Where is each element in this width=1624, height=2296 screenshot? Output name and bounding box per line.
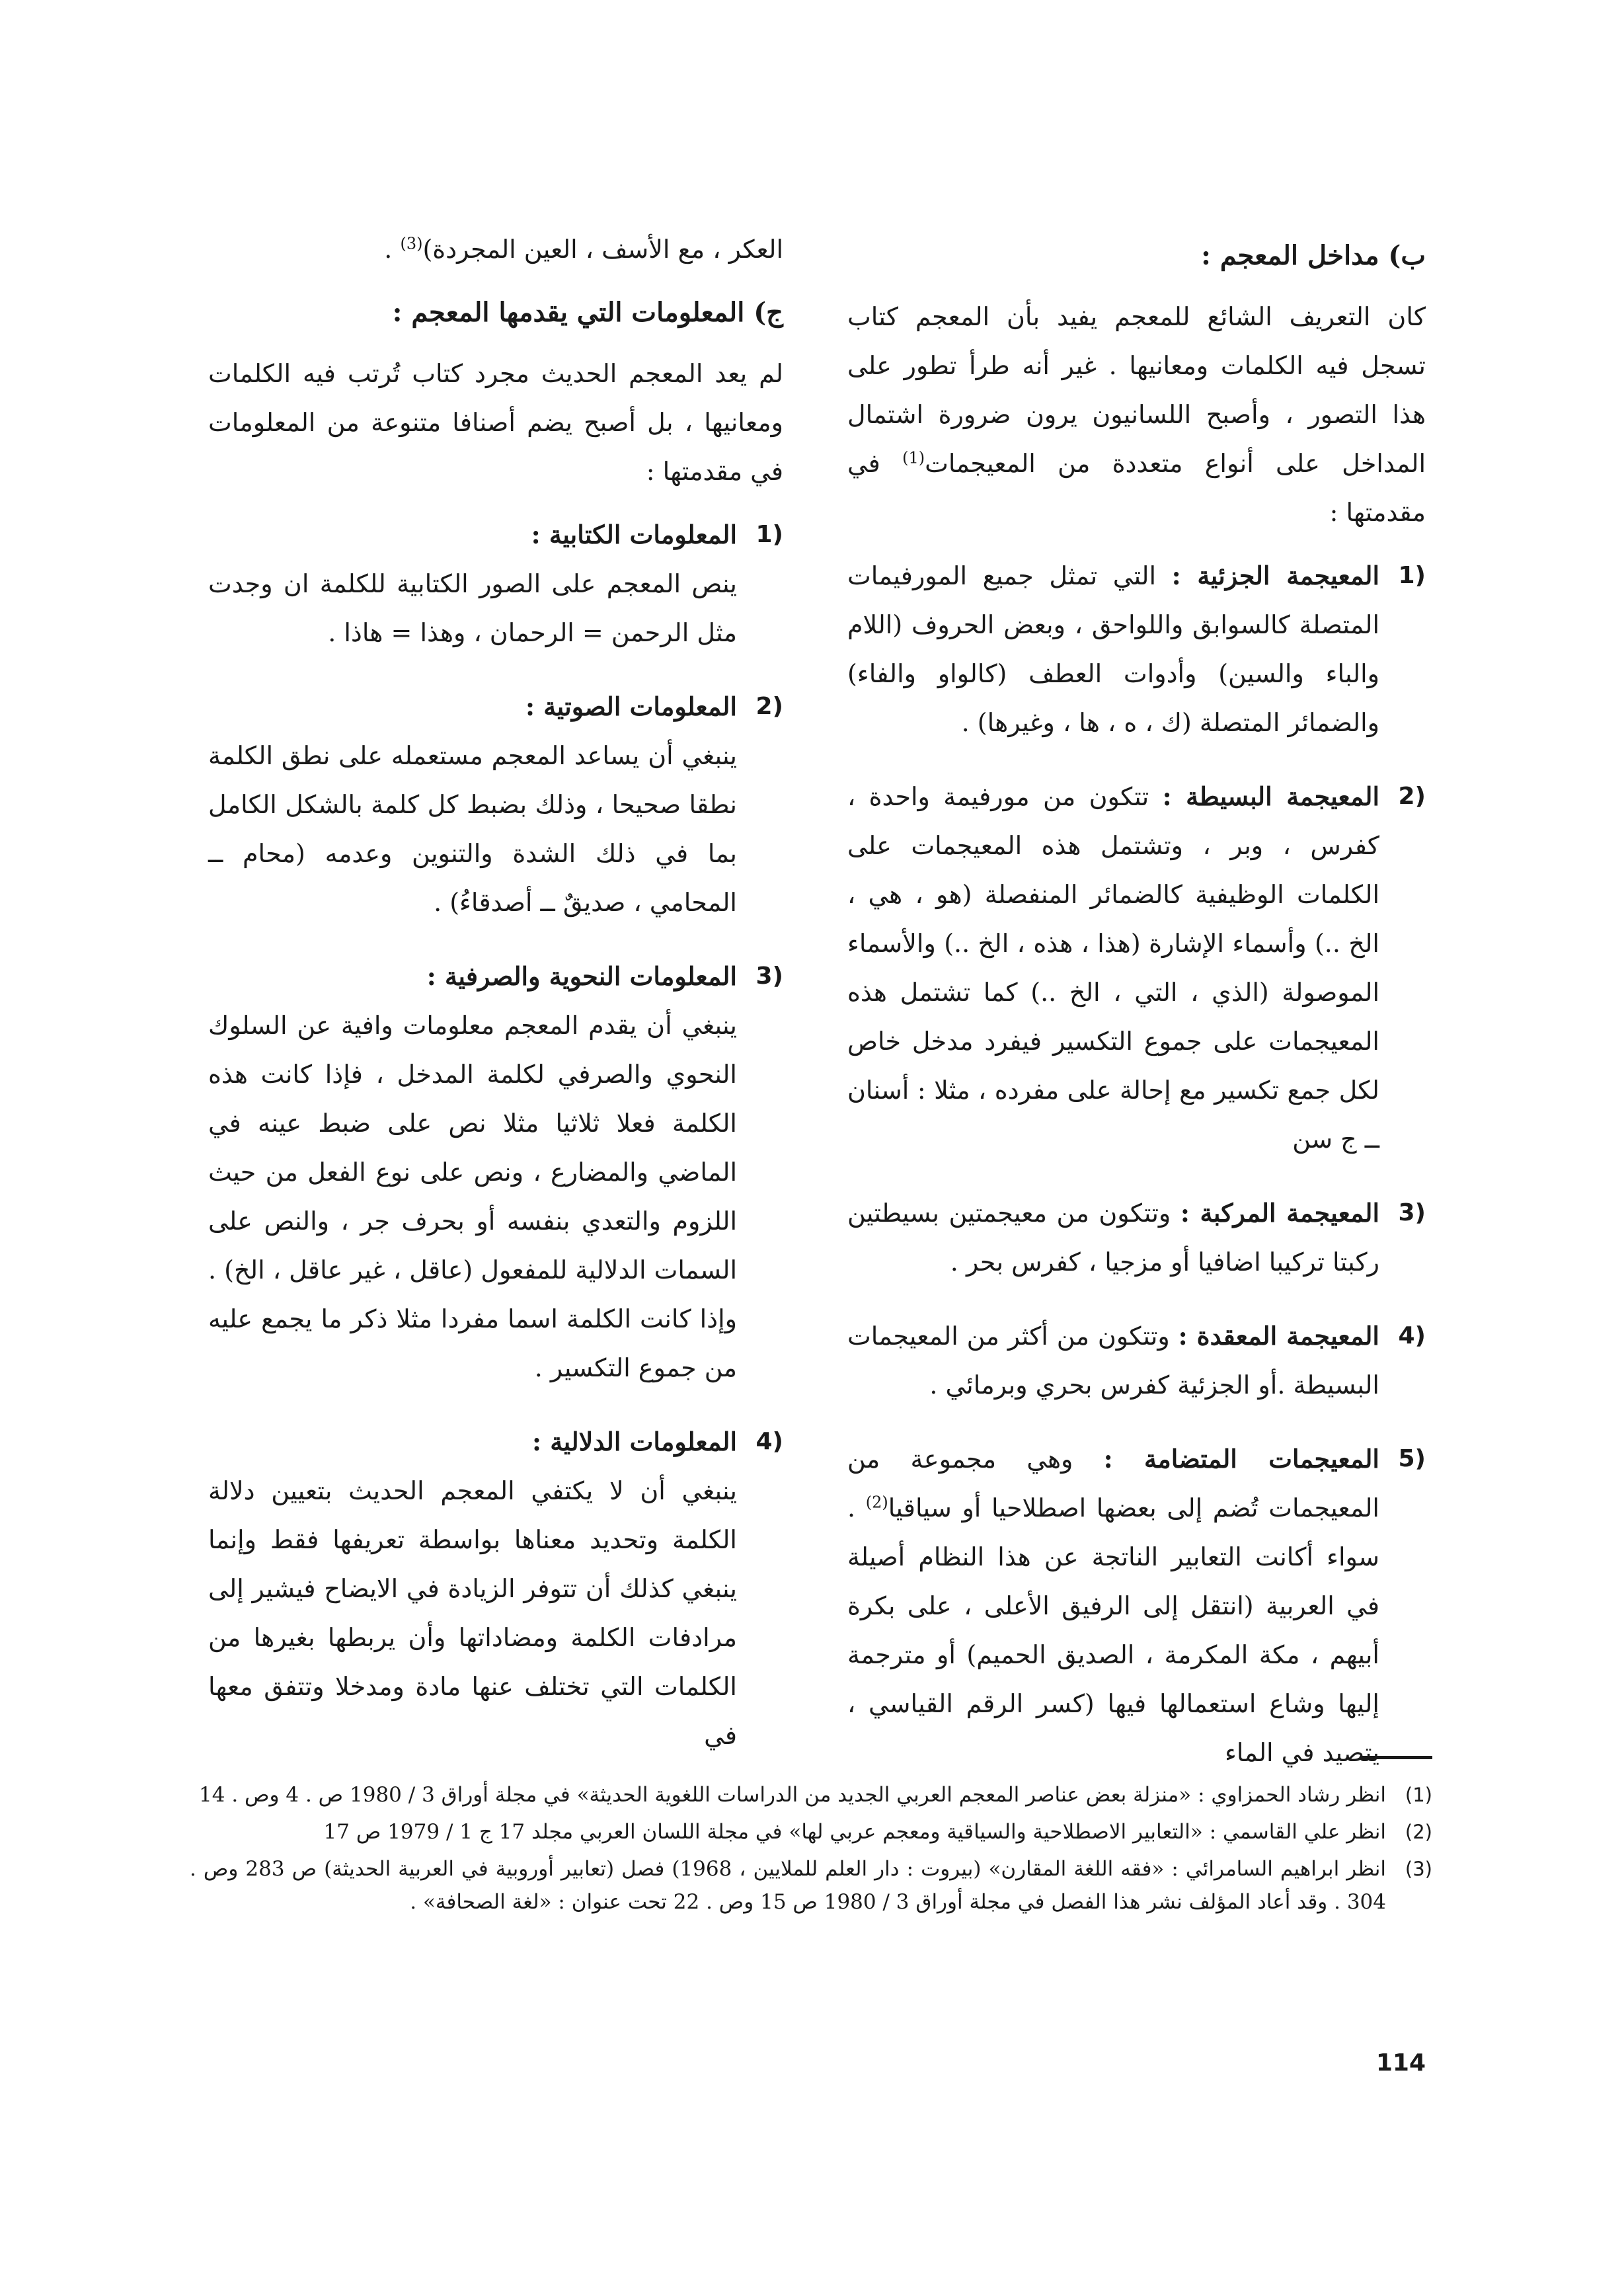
left-column — [208, 225, 783, 1785]
footnote-ref-3: (3) — [400, 234, 423, 253]
right-column — [847, 231, 1426, 1802]
item-number: 2) — [1398, 783, 1426, 810]
item-term: المعيجمة المعقدة : — [1178, 1321, 1379, 1351]
footnote-text: انظر ابراهيم السامرائي : «فقه اللغة المقارن» (بيروت : دار العلم للملايين ، 1968) فصل (تعابير أوروبية في العربية الحديثة) ص 283 وص . 304 . وقد أعاد المؤلف نشر هذا الفصل في مجلة أوراق 3 / 1980 ص 15 وص . 22 تحت عنوان : «لغة الصحافة» . — [190, 1857, 1386, 1914]
item-number: 1) — [755, 521, 783, 548]
entry-type-item — [847, 551, 1426, 747]
item-text-continued: . سواء أكانت التعابير الناتجة عن هذا النظام أصيلة في العربية (انتقل إلى الرفيق الأعلى ، على بكرة أبيهم ، مكة المكرمة ، الصديق الحميم) أو مترجمة إليها وشاع استعمالها فيها (كسر الرقم القياسي ، يتصيد في الماء — [847, 1493, 1379, 1767]
footnotes — [190, 1778, 1432, 1922]
item-text: تتكون من مورفيمة واحدة ، كفرس ، وبر ، وتشتمل هذه المعيجمات على الكلمات الوظيفية كالضمائر المنفصلة (هو ، هي ، الخ ..) وأسماء الإشارة (هذا ، هذه ، الخ ..) والأسماء الموصولة (الذي ، التي ، الخ ..) كما تشتمل هذه المعيجمات على جموع التكسير فيفرد مدخل خاص لكل جمع تكسير مع إحالة على مفرده ، مثلا : أسنان ــ ج سن — [847, 782, 1379, 1154]
item-heading: المعلومات الصوتية : — [525, 692, 737, 721]
footnote-number: (1) — [1405, 1784, 1432, 1806]
entry-type-item — [847, 1435, 1426, 1777]
entry-type-item — [847, 772, 1426, 1164]
item-term: المعيجمة المركبة : — [1180, 1198, 1380, 1228]
item-heading: المعلومات الدلالية : — [531, 1427, 737, 1456]
entry-type-item — [847, 1312, 1426, 1409]
item-term: المعيجمة البسيطة : — [1162, 781, 1379, 811]
item-number: 3) — [755, 963, 783, 990]
section-heading-entries: ب) مداخل المعجم : — [1201, 240, 1426, 271]
entries-intro-end: في مقدمتها : — [847, 449, 1426, 527]
continuation-end: . — [384, 235, 401, 264]
item-number: 5) — [1398, 1445, 1426, 1472]
page-number: 114 — [1375, 2049, 1426, 2077]
footnote-ref-2: (2) — [865, 1493, 888, 1512]
entries-intro-text: كان التعريف الشائع للمعجم يفيد بأن المعجم كتاب تسجل فيه الكلمات ومعانيها . غير أنه طرأ تطور على هذا التصور ، وأصبح اللسانيون يرون ضرورة اشتمال المداخل على أنواع متعددة من المعيجمات — [847, 302, 1426, 478]
footnote-number: (3) — [1405, 1858, 1432, 1880]
information-item — [208, 682, 783, 927]
footnote-separator-rule — [1360, 1756, 1432, 1759]
item-term: المعيجمة الجزئية : — [1171, 561, 1380, 590]
item-number: 1) — [1398, 562, 1426, 589]
footnote-number: (2) — [1405, 1821, 1432, 1843]
item-text: ينبغي أن يساعد المعجم مستعمله على نطق الكلمة نطقا صحيحا ، وذلك بضبط كل كلمة بالشكل الكامل بما في ذلك الشدة والتنوين وعدمه (محام ــ المحامي ، صديقٌ ــ أصدقاءُ) . — [208, 741, 737, 917]
item-number: 3) — [1398, 1199, 1426, 1226]
information-item — [208, 952, 783, 1392]
information-item — [208, 1417, 783, 1760]
footnote — [190, 1815, 1432, 1848]
item-text: ينص المعجم على الصور الكتابية للكلمة ان وجدت مثل الرحمن = الرحمان ، وهذا = هاذا . — [208, 569, 737, 647]
item-text: وهي مجموعة من المعيجمات تُضم إلى بعضها اصطلاحيا أو سياقيا — [847, 1445, 1379, 1523]
item-heading: المعلومات النحوية والصرفية : — [426, 961, 737, 991]
item-text: ينبغي أن يقدم المعجم معلومات وافية عن السلوك النحوي والصرفي لكلمة المدخل ، فإذا كانت هذه الكلمة فعلا ثلاثيا مثلا نص على ضبط عينه في الماضي والمضارع ، ونص على نوع الفعل من حيث اللزوم والتعدي بنفسه أو بحرف جر ، والنص على السمات الدلالية للمفعول (عاقل ، غير عاقل ، الخ) . وإذا كانت الكلمة اسما مفردا مثلا ذكر ما يجمع عليه من جموع التكسير . — [208, 1011, 737, 1382]
footnote-text: انظر رشاد الحمزاوي : «منزلة بعض عناصر المعجم العربي الجديد من الدراسات اللغوية الحديثة» في مجلة أوراق 3 / 1980 ص . 4 وص . 14 — [199, 1783, 1386, 1807]
item-number: 4) — [755, 1428, 783, 1455]
section-heading-information: ج) المعلومات التي يقدمها المعجم : — [392, 297, 783, 328]
item-term: المعيجمات المتضامة : — [1103, 1444, 1379, 1474]
information-item — [208, 510, 783, 657]
entries-intro-paragraph — [847, 292, 1426, 537]
item-text: وتتكون من معيجمتين بسيطتين ركبتا تركيبا اضافيا أو مزجيا ، كفرس بحر . — [847, 1199, 1379, 1277]
entry-type-item — [847, 1189, 1426, 1287]
footnote-ref-1: (1) — [902, 448, 925, 467]
item-number: 2) — [755, 693, 783, 720]
item-text: التي تمثل جميع المورفيمات المتصلة كالسوابق واللواحق ، وبعض الحروف (اللام والباء والسين) وأدوات العطف (كالواو والفاء) والضمائر المتصلة (ك ، ه ، ها ، وغيرها) . — [847, 561, 1379, 737]
item-text: ينبغي أن لا يكتفي المعجم الحديث بتعيين دلالة الكلمة وتحديد معناها بواسطة تعريفها فقط وإنما ينبغي كذلك أن تتوفر الزيادة في الايضاح فيشير إلى مرادفات الكلمة ومضاداتها وأن يربطها بغيرها من الكلمات التي تختلف عنها مادة ومدخلا وتتفق معها في — [208, 1476, 737, 1750]
footnote-text: انظر علي القاسمي : «التعابير الاصطلاحية والسياقية ومعجم عربي لها» في مجلة اللسان العربي مجلد 17 ج 1 / 1979 ص 17 — [323, 1820, 1386, 1844]
footnote — [190, 1852, 1432, 1919]
item-text: وتتكون من أكثر من المعيجمات البسيطة .أو الجزئية كفرس بحري وبرمائي . — [847, 1322, 1379, 1400]
item-heading: المعلومات الكتابية : — [531, 520, 737, 549]
footnote — [190, 1778, 1432, 1811]
item-number: 4) — [1398, 1322, 1426, 1349]
information-intro-paragraph: لم يعد المعجم الحديث مجرد كتاب تُرتب فيه الكلمات ومعانيها ، بل أصبح يضم أصنافا متنوعة من المعلومات في مقدمتها : — [208, 359, 783, 486]
continuation-text: العكر ، مع الأسف ، العين المجردة) — [422, 235, 783, 264]
continuation-paragraph — [208, 225, 783, 274]
